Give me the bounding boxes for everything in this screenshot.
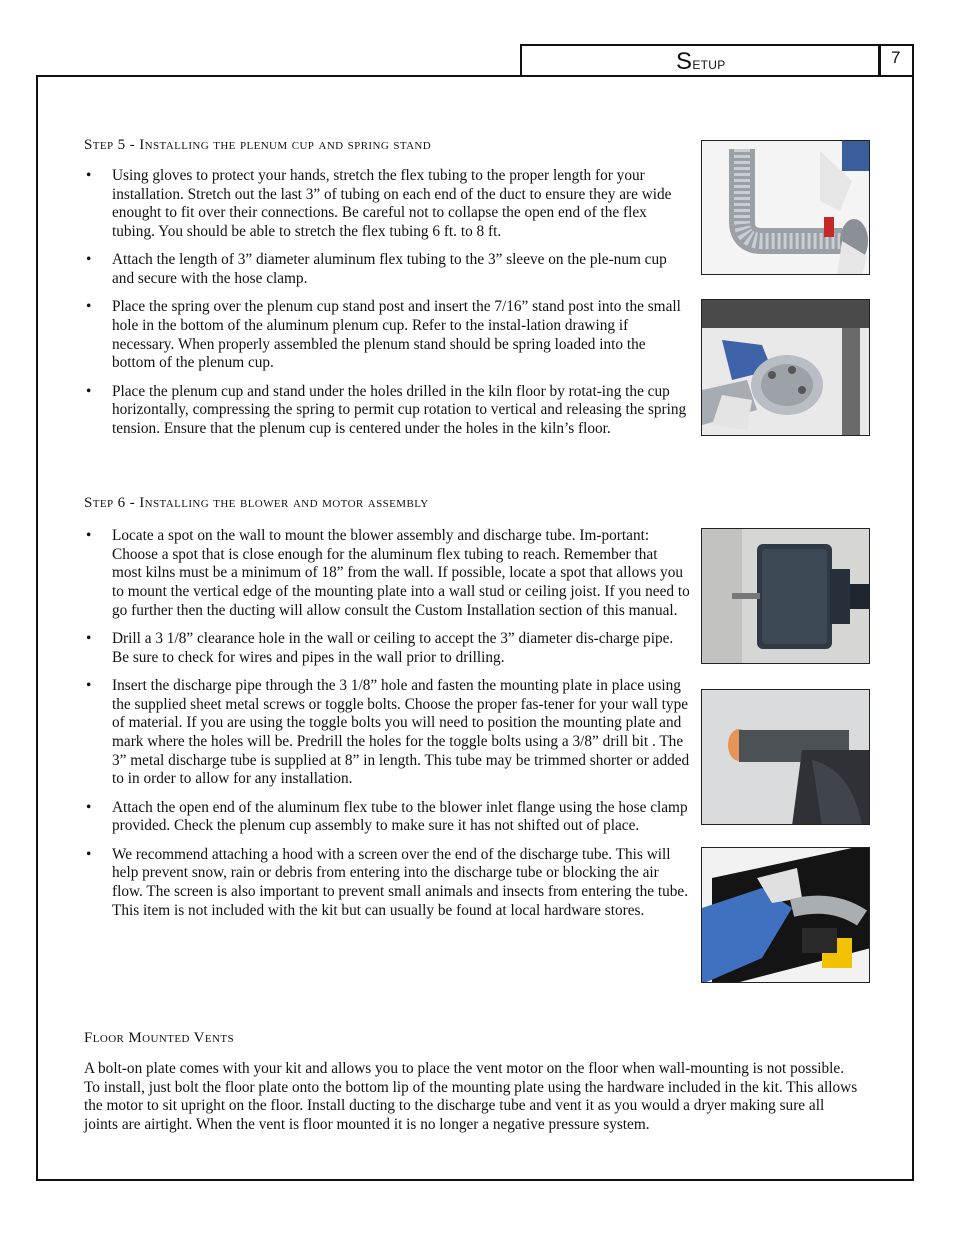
floor-vents-paragraph: A bolt-on plate comes with your kit and allows you to place the vent motor on the floor when wall-mounting is not possible. To install, just bolt the floor plate onto the bottom lip of the mounting plate using the hardware included in the kit. This allows the motor to sit upright on the floor. Install ducting to the discharge tube and vent it as you would a dryer making sure all joints are airtight. When the vent is floor mounted it is no longer a negative pressure system. [84,1060,858,1134]
list-item: • Locate a spot on the wall to mount the blower assembly and discharge tube. Im-portant: Choose a spot that is close enough for the aluminum flex tubing to reach. Remember that most kilns must be a minimum of 18” from the wall. If possible, locate a spot that allows you to mount the vertical edge of the mounting plate into a wall stud or ceiling joist. If you need to go further then the ducting will allow consult the Custom Installation section of this manual. [84,527,690,621]
page-section-title: Setup [676,48,726,75]
step5-heading: Step 5 - Installing the plenum cup and spring stand [84,137,432,153]
floor-vents-heading: Floor Mounted Vents [84,1030,234,1046]
discharge-pipe-photo [701,689,870,825]
list-item: • Using gloves to protect your hands, stretch the flex tubing to the proper length for your installation. Stretch out the last 3” of tubing on each end of the duct to ensure they are wide enought to fit over their connections. Be careful not to collapse the open end of the flex tubing. You should be able to stretch the flex tubing 6 ft. to 8 ft. [84,167,690,242]
flex-tubing-photo [701,140,870,275]
list-item: • Place the spring over the plenum cup stand post and insert the 7/16” stand post into the small hole in the bottom of the aluminum plenum cup. Refer to the instal-lation drawing if necessary. When properly assembled the plenum stand should be spring loaded into the bottom of the plenum cup. [84,298,690,373]
step5-bullet-list [84,167,690,448]
list-item: • We recommend attaching a hood with a screen over the end of the discharge tube. This will help prevent snow, rain or debris from entering into the discharge tube or blocking the air flow. The screen is also important to prevent small animals and insects from entering the tube. This item is not included with the kit but can usually be found at local hardware stores. [84,846,690,921]
blower-assembly-photo [701,847,870,983]
step6-bullet-list [84,527,690,930]
page-number: 7 [891,48,901,67]
list-item: • Drill a 3 1/8” clearance hole in the wall or ceiling to accept the 3” diameter dis-charge pipe. Be sure to check for wires and pipes in the wall prior to drilling. [84,630,690,667]
step6-heading: Step 6 - Installing the blower and motor assembly [84,495,429,511]
list-item: • Place the plenum cup and stand under the holes drilled in the kiln floor by rotat-ing the cup horizontally, compressing the spring to permit cup rotation to vertical and releasing the spring tension. Ensure that the plenum cup is centered under the holes in the kiln’s floor. [84,383,690,439]
plenum-cup-photo [701,299,870,436]
list-item: • Attach the open end of the aluminum flex tube to the blower inlet flange using the hose clamp provided. Check the plenum cup assembly to make sure it has not shifted out of place. [84,799,690,836]
list-item: • Insert the discharge pipe through the 3 1/8” hole and fasten the mounting plate in place using the supplied sheet metal screws or toggle bolts. Choose the proper fas-tener for your wall type of material. If you are using the toggle bolts you will need to position the mounting plate and mark where the holes will be. Predrill the holes for the toggle bolts using a 3/8” drill bit . The 3” metal discharge tube is supplied at 8” in length. This tube may be trimmed shorter or added to in order to allow for any installation. [84,677,690,789]
list-item: • Attach the length of 3” diameter aluminum flex tubing to the 3” sleeve on the ple-num cup and secure with the hose clamp. [84,251,690,288]
hole-saw-photo [701,528,870,664]
